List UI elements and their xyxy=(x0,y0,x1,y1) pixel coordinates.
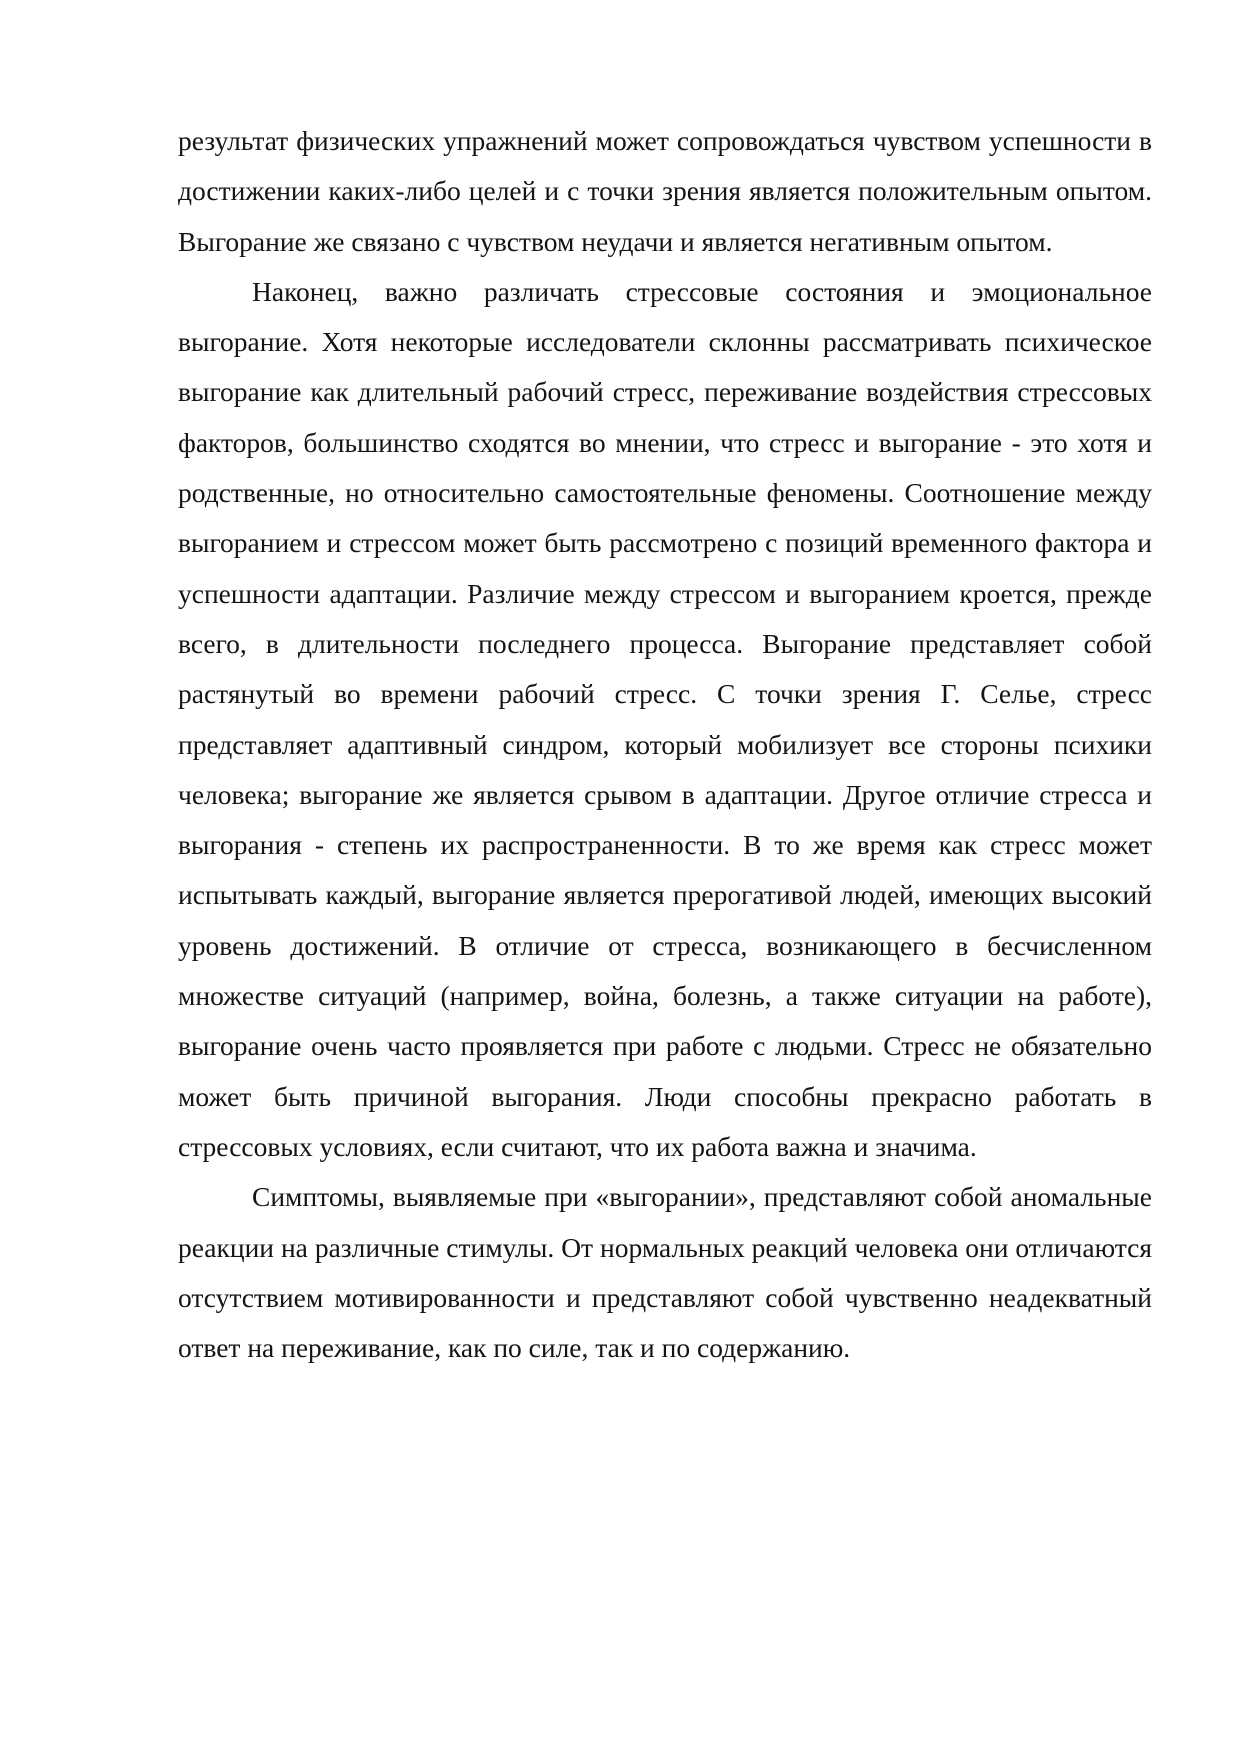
paragraph-2: Наконец, важно различать стрессовые состояния и эмоциональное выгорание. Хотя некоторые исследователи склонны рассматривать психическое выгорание как длительный рабочий стресс, переживание воздействия стрессовых факторов, большинство сходятся во мнении, что стресс и выгорание - это хотя и родственные, но относительно самостоятельные феномены. Соотношение между выгоранием и стрессом может быть рассмотрено с позиций временного фактора и успешности адаптации. Различие между стрессом и выгоранием кроется, прежде всего, в длительности последнего процесса. Выгорание представляет собой растянутый во времени рабочий стресс. С точки зрения Г. Селье, стресс представляет адаптивный синдром, который мобилизует все стороны психики человека; выгорание же является срывом в адаптации. Другое отличие стресса и выгорания - степень их распространенности. В то же время как стресс может испытывать каждый, выгорание является прерогативой людей, имеющих высокий уровень достижений. В отличие от стресса, возникающего в бесчисленном множестве ситуаций (например, война, болезнь, а также ситуации на работе), выгорание очень часто проявляется при работе с людьми. Стресс не обязательно может быть причиной выгорания. Люди способны прекрасно работать в стрессовых условиях, если считают, что их работа важна и значима. xyxy=(178,275,1152,1162)
paragraph-1: результат физических упражнений может сопровождаться чувством успешности в достижении каких-либо целей и с точки зрения является положительным опытом. Выгорание же связано с чувством неудачи и является негативным опытом. xyxy=(178,125,1152,257)
document-page xyxy=(178,116,1152,1373)
paragraph-3: Симптомы, выявляемые при «выгорании», представляют собой аномальные реакции на различные стимулы. От нормальных реакций человека они отличаются отсутствием мотивированности и представляют собой чувственно неадекватный ответ на переживание, как по силе, так и по содержанию. xyxy=(178,1181,1152,1364)
